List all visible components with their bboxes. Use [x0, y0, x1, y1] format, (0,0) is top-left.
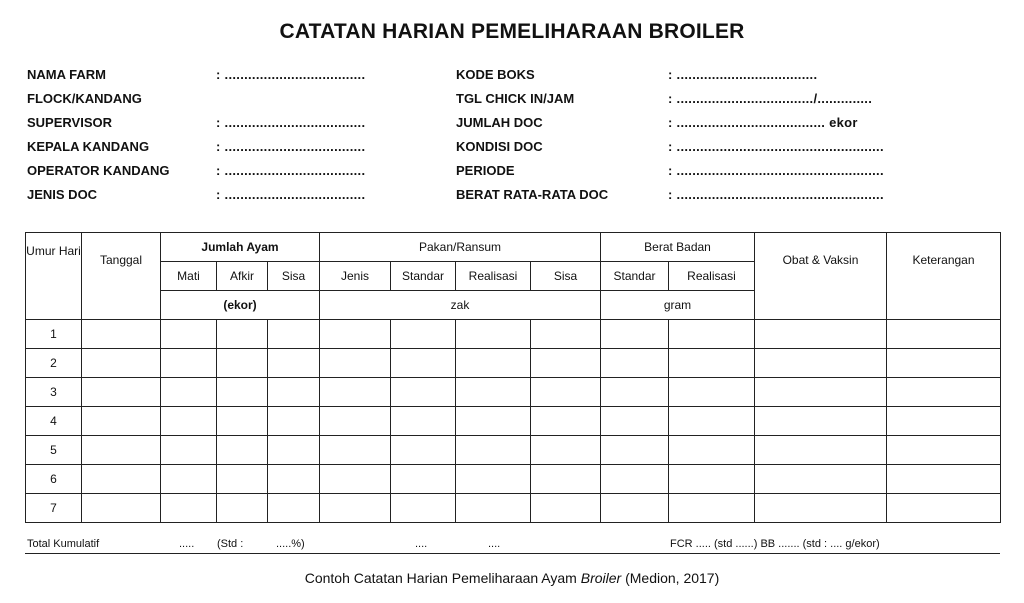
table-row	[26, 465, 1001, 494]
header-realisasi-berat: Realisasi	[669, 262, 755, 291]
field-label-kepala-kandang: KEPALA KANDANG	[27, 139, 150, 154]
table-row	[26, 378, 1001, 407]
day-number: 2	[26, 349, 82, 378]
table-row	[26, 349, 1001, 378]
field-value-supervisor[interactable]: : ....................................	[216, 115, 366, 130]
field-value-operator-kandang[interactable]: : ....................................	[216, 163, 366, 178]
total-row-bottom-line	[25, 553, 1000, 554]
total-fcr-bb[interactable]: FCR ..... (std ......) BB ....... (std : .... g/ekor)	[670, 538, 880, 550]
field-value-jenis-doc[interactable]: : ....................................	[216, 187, 366, 202]
total-std-label: (Std :	[217, 538, 244, 550]
daily-record-table	[25, 232, 1001, 523]
field-label-supervisor: SUPERVISOR	[27, 115, 113, 130]
day-number: 7	[26, 494, 82, 523]
field-label-jenis-doc: JENIS DOC	[27, 187, 98, 202]
field-value-kode-boks[interactable]: : ....................................	[668, 67, 818, 82]
field-label-kondisi-doc: KONDISI DOC	[456, 139, 543, 154]
caption-italic: Broiler	[580, 570, 622, 586]
header-standar-berat: Standar	[601, 262, 669, 291]
total-pakan-standar[interactable]: ....	[415, 538, 428, 550]
header-obat-vaksin: Obat & Vaksin	[755, 233, 887, 320]
total-std-percent[interactable]: .....%)	[276, 538, 305, 550]
field-value-berat-rata-rata-doc[interactable]: : .....................................................	[668, 187, 884, 202]
header-mati: Mati	[161, 262, 217, 291]
total-pakan-realisasi[interactable]: ....	[488, 538, 501, 550]
field-value-kepala-kandang[interactable]: : ....................................	[216, 139, 366, 154]
header-keterangan: Keterangan	[887, 233, 1001, 320]
header-umur-hari: Umur Hari	[26, 233, 82, 320]
header-sisa-pakan: Sisa	[531, 262, 601, 291]
table-row	[26, 407, 1001, 436]
field-value-nama-farm[interactable]: : ....................................	[216, 67, 366, 82]
table-row	[26, 436, 1001, 465]
caption-source: (Medion, 2017)	[621, 570, 720, 586]
field-value-kondisi-doc[interactable]: : .....................................................	[668, 139, 884, 154]
field-label-flock-kandang: FLOCK/KANDANG	[27, 91, 142, 106]
header-realisasi-pakan: Realisasi	[456, 262, 531, 291]
field-label-tgl-chick-in: TGL CHICK IN/JAM	[456, 91, 575, 106]
field-label-jumlah-doc: JUMLAH DOC	[456, 115, 543, 130]
unit-zak: zak	[320, 291, 601, 320]
table-row	[26, 494, 1001, 523]
unit-gram: gram	[601, 291, 755, 320]
day-number: 3	[26, 378, 82, 407]
header-jenis: Jenis	[320, 262, 391, 291]
header-pakan-ransum: Pakan/Ransum	[320, 233, 601, 262]
figure-caption	[0, 570, 1024, 586]
field-label-periode: PERIODE	[456, 163, 515, 178]
header-berat-badan: Berat Badan	[601, 233, 755, 262]
unit-ekor: (ekor)	[161, 291, 320, 320]
total-kumulatif-label: Total Kumulatif	[27, 538, 100, 550]
field-label-nama-farm: NAMA FARM	[27, 67, 106, 82]
day-number: 6	[26, 465, 82, 494]
day-number: 5	[26, 436, 82, 465]
field-value-jumlah-doc[interactable]: : ...................................... ekor	[668, 115, 858, 130]
header-standar-pakan: Standar	[391, 262, 456, 291]
header-afkir: Afkir	[217, 262, 268, 291]
field-value-tgl-chick-in[interactable]: : .................................../..............	[668, 91, 873, 106]
caption-text: Contoh Catatan Harian Pemeliharaan Ayam	[304, 570, 581, 586]
field-label-operator-kandang: OPERATOR KANDANG	[27, 163, 170, 178]
page-title: CATATAN HARIAN PEMELIHARAAN BROILER	[279, 20, 745, 43]
day-number: 4	[26, 407, 82, 436]
total-mati-value[interactable]: .....	[179, 538, 195, 550]
field-label-kode-boks: KODE BOKS	[456, 67, 535, 82]
header-jumlah-ayam: Jumlah Ayam	[161, 233, 320, 262]
header-tanggal: Tanggal	[82, 233, 161, 320]
field-value-periode[interactable]: : .....................................................	[668, 163, 884, 178]
day-number: 1	[26, 320, 82, 349]
table-row	[26, 320, 1001, 349]
header-sisa: Sisa	[268, 262, 320, 291]
field-label-berat-rata-rata-doc: BERAT RATA-RATA DOC	[456, 187, 609, 202]
